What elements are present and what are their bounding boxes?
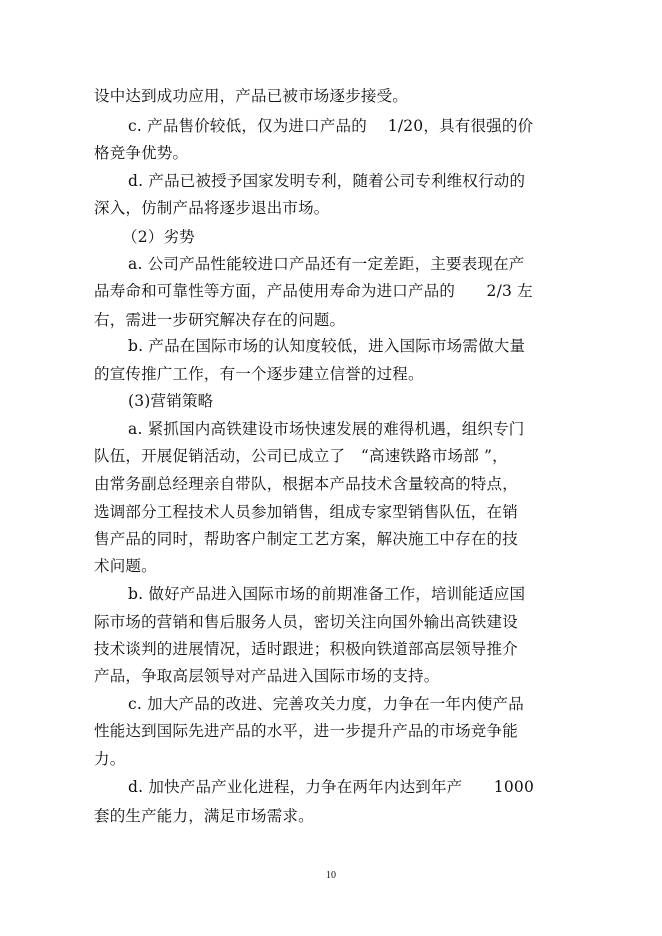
section-heading-weakness: （2）劣势 <box>122 228 195 246</box>
text-line-2: c. 产品售价较低，仅为进口产品的 1/20，具有很强的价 <box>128 117 534 135</box>
text-line-20: 际市场的营销和售后服务人员，密切关注向国外输出高铁建设 <box>94 613 518 631</box>
text-line-15: 由常务副总经理亲自带队，根据本产品技术含量较高的特点， <box>94 475 518 493</box>
text-line-11: 的宣传推广工作，有一个逐步建立信誉的过程。 <box>94 365 424 383</box>
text-line-10: b. 产品在国际市场的认知度较低，进入国际市场需做大量 <box>128 337 526 355</box>
page-number: 10 <box>326 870 336 881</box>
text-line-18: 术问题。 <box>94 557 157 575</box>
text-line-17: 售产品的同时，帮助客户制定工艺方案，解决施工中存在的技 <box>94 530 518 548</box>
text-line-25: 力。 <box>94 750 126 768</box>
section-heading-marketing: (3)营销策略 <box>128 392 214 410</box>
text-line-13: a. 紧抓国内高铁建设市场快速发展的难得机遇，组织专门 <box>128 420 525 438</box>
text-line-27: 套的生产能力，满足市场需求。 <box>94 807 314 825</box>
text-line-14: 队伍，开展促销活动，公司已成立了 “高速铁路市场部 ”， <box>94 447 508 465</box>
text-line-3: 格竞争优势。 <box>94 144 189 162</box>
text-line-21: 技术谈判的进展情况，适时跟进；积极向铁道部高层领导推介 <box>94 640 518 658</box>
text-line-19: b. 做好产品进入国际市场的前期准备工作，培训能适应国 <box>128 585 526 603</box>
text-line-7: a. 公司产品性能较进口产品还有一定差距，主要表现在产 <box>128 255 525 273</box>
text-line-1: 设中达到成功应用，产品已被市场逐步接受。 <box>94 87 409 105</box>
text-line-4: d. 产品已被授予国家发明专利，随着公司专利维权行动的 <box>128 172 526 190</box>
text-line-9: 右，需进一步研究解决存在的问题。 <box>94 311 346 329</box>
text-line-22: 产品，争取高层领导对产品进入国际市场的支持。 <box>94 667 440 685</box>
text-line-23: c. 加大产品的改进、完善攻关力度，力争在一年内使产品 <box>128 695 524 713</box>
text-line-26: d. 加快产品产业化进程，力争在两年内达到年产 1000 <box>128 778 535 796</box>
text-line-8: 品寿命和可靠性等方面，产品使用寿命为进口产品的 2/3 左 <box>94 282 533 300</box>
text-line-16: 选调部分工程技术人员参加销售，组成专家型销售队伍，在销 <box>94 503 518 521</box>
text-line-24: 性能达到国际先进产品的水平，进一步提升产品的市场竞争能 <box>94 722 518 740</box>
text-line-5: 深入，仿制产品将逐步退出市场。 <box>94 199 330 217</box>
